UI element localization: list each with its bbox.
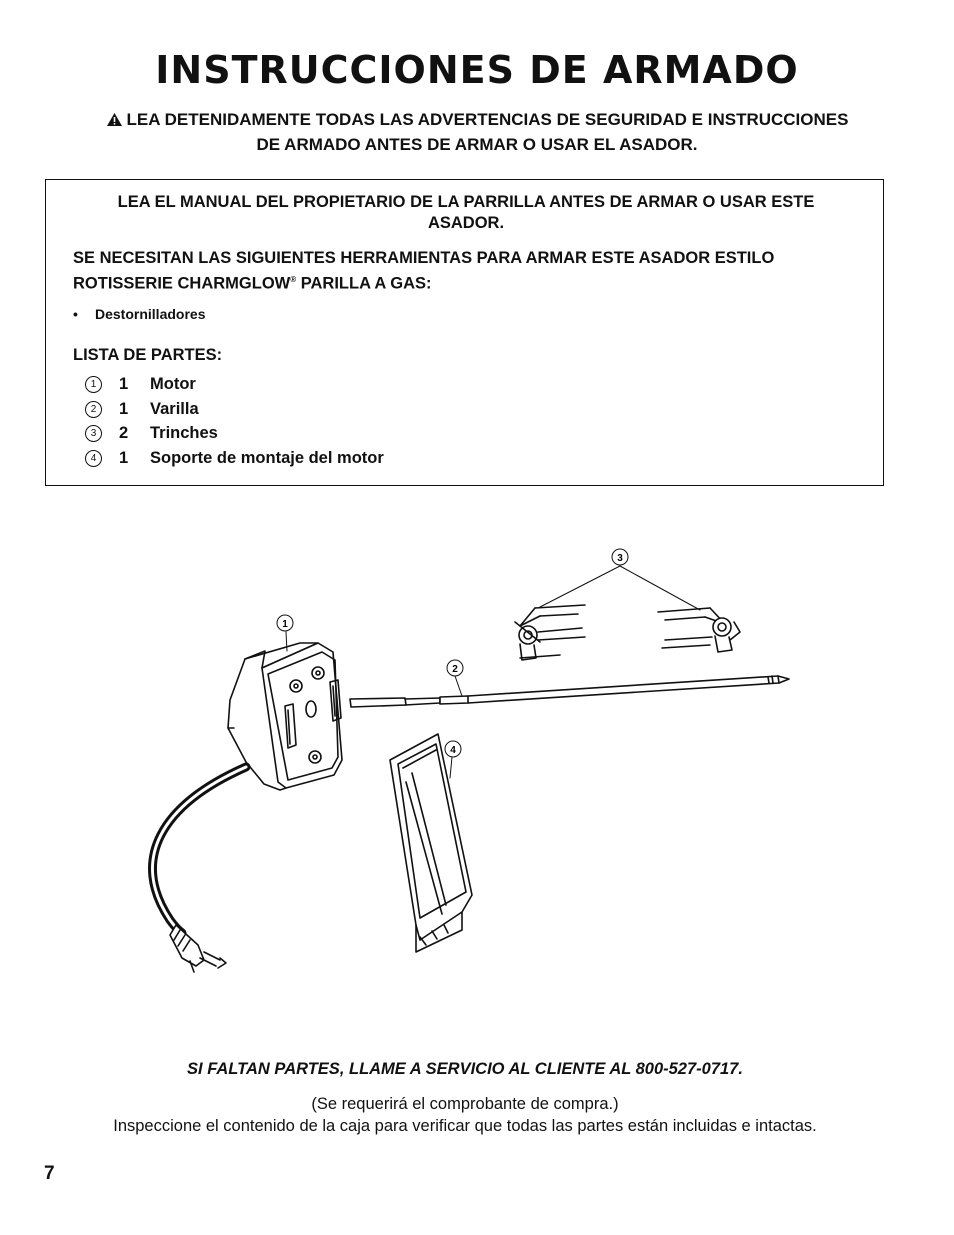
receipt-note: (Se requerirá el comprobante de compra.) <box>311 1095 619 1113</box>
power-cord-illustration <box>153 767 246 972</box>
bullet: • <box>73 306 78 322</box>
callout-1 <box>277 615 293 631</box>
callout-4 <box>445 741 461 757</box>
part-qty: 1 <box>119 374 129 393</box>
safety-warning <box>40 108 914 156</box>
missing-parts-notice: SI FALTAN PARTES, LLAME A SERVICIO AL CLIENTE AL 800-527-0717. <box>187 1060 743 1078</box>
parts-diagram <box>0 540 954 980</box>
part-number-badge: 2 <box>85 401 102 418</box>
svg-text:1: 1 <box>282 619 288 630</box>
part-qty: 2 <box>119 424 129 443</box>
mounting-bracket-illustration <box>390 734 472 952</box>
part-qty: 1 <box>119 448 129 467</box>
part-qty: 1 <box>119 399 129 418</box>
page-number: 7 <box>44 1163 55 1184</box>
part-row <box>85 372 384 397</box>
tool-name: Destornilladores <box>95 306 206 322</box>
part-name: Trinches <box>150 424 218 443</box>
part-row <box>85 397 384 422</box>
warning-line-2: DE ARMADO ANTES DE ARMAR O USAR EL ASADOR. <box>256 135 698 154</box>
callout-leaders <box>286 566 700 778</box>
registered-mark: ® <box>290 275 297 284</box>
tools-intro-tail: PARILLA A GAS: <box>296 274 432 293</box>
spit-rod-illustration <box>350 676 789 707</box>
part-number-badge: 1 <box>85 376 102 393</box>
svg-text:3: 3 <box>617 553 623 564</box>
part-row <box>85 446 384 471</box>
parts-info-box <box>45 179 884 486</box>
warning-line-1: LEA DETENIDAMENTE TODAS LAS ADVERTENCIAS DE SEGURIDAD E INSTRUCCIONES <box>126 110 849 129</box>
page-title: INSTRUCCIONES DE ARMADO <box>155 48 799 92</box>
part-row <box>85 421 384 446</box>
tools-intro <box>73 248 873 295</box>
callout-2 <box>447 660 463 676</box>
part-number-badge: 4 <box>85 450 102 467</box>
parts-list <box>85 372 384 471</box>
part-name: Motor <box>150 374 196 393</box>
svg-text:2: 2 <box>452 664 458 675</box>
parts-list-title: LISTA DE PARTES: <box>73 346 223 364</box>
tools-intro-text: SE NECESITAN LAS SIGUIENTES HERRAMIENTAS PARA ARMAR ESTE ASADOR ESTILO ROTISSERIE CHARMGLOW <box>73 249 775 293</box>
svg-text:4: 4 <box>450 745 456 756</box>
part-name: Varilla <box>150 399 199 418</box>
callout-3 <box>612 549 628 565</box>
warning-triangle-icon <box>106 110 123 133</box>
manual-notice: LEA EL MANUAL DEL PROPIETARIO DE LA PARRILLA ANTES DE ARMAR O USAR ESTE ASADOR. <box>117 193 815 232</box>
tool-list-item <box>73 306 205 322</box>
forks-illustration <box>515 605 740 660</box>
part-number-badge: 3 <box>85 425 102 442</box>
inspect-note: Inspeccione el contenido de la caja para verificar que todas las partes están incluidas e intactas. <box>113 1117 817 1135</box>
part-name: Soporte de montaje del motor <box>150 448 384 467</box>
